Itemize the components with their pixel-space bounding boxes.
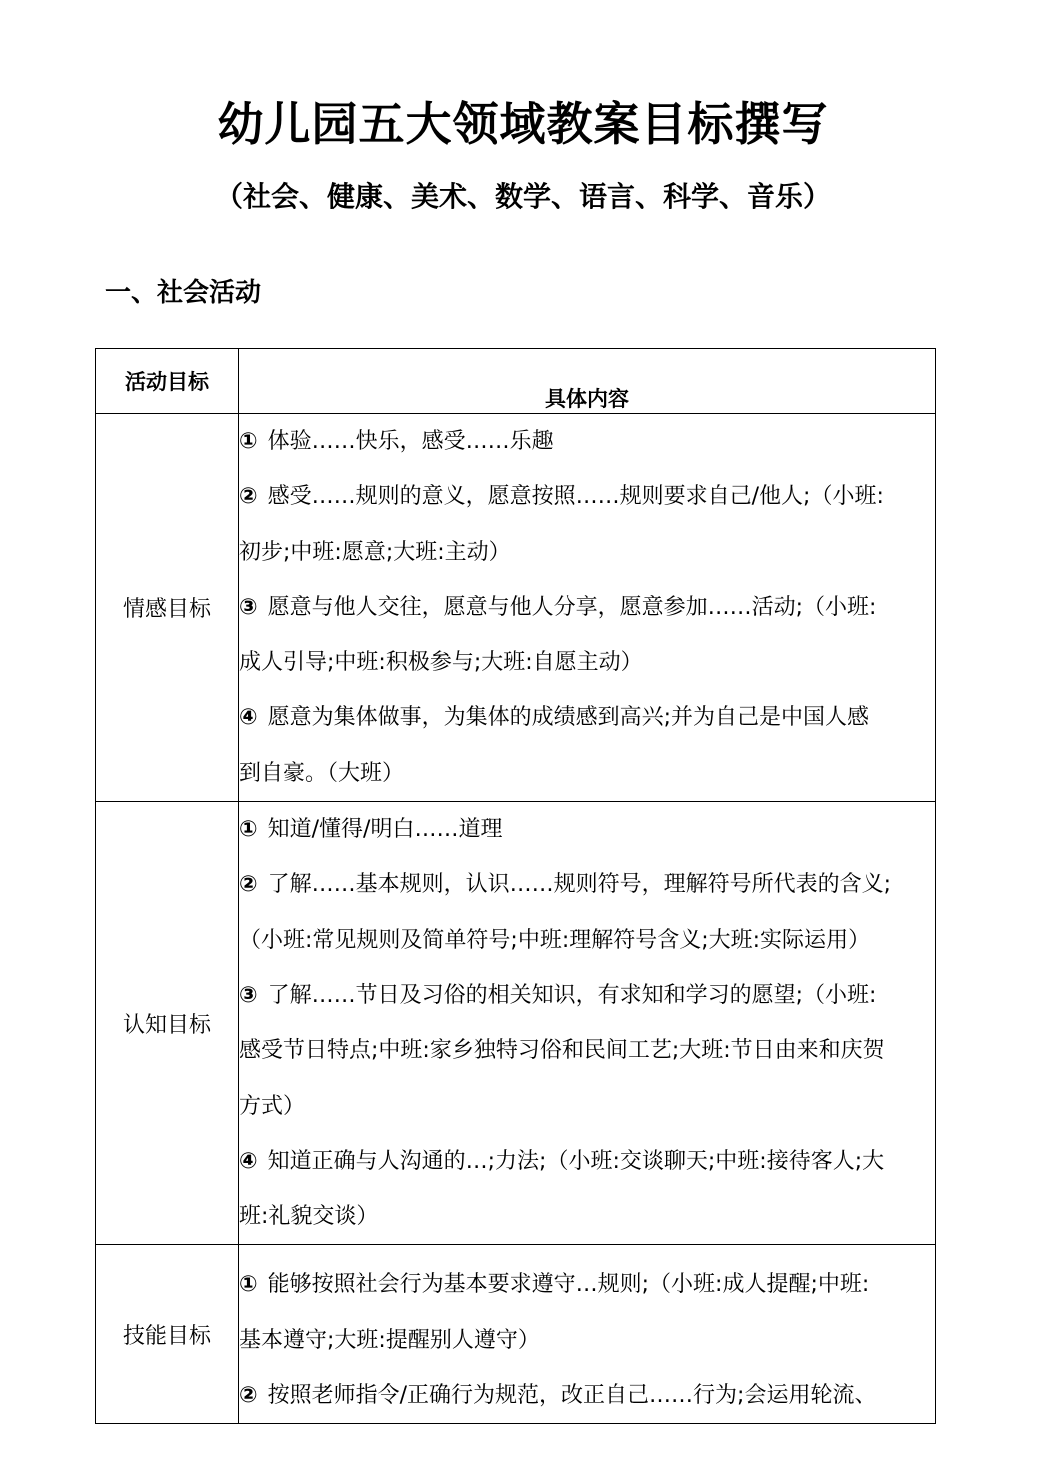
item-number: ①	[239, 1272, 258, 1298]
goals-table	[95, 348, 936, 1424]
item-number: ③	[239, 594, 258, 620]
content-line	[239, 746, 935, 801]
item-text: 初步;中班:愿意;大班:主动）	[239, 539, 511, 565]
content-line	[239, 469, 935, 524]
item-text: 知道/懂得/明白……道理	[267, 817, 503, 843]
content-line	[239, 580, 935, 635]
content-line	[239, 857, 935, 912]
content-line	[239, 968, 935, 1023]
item-text: 感受……规则的意义，愿意按照……规则要求自己/他人;（小班:	[267, 484, 884, 510]
content-line	[239, 690, 935, 745]
category-cell: 认知目标	[96, 802, 239, 1245]
item-number: ①	[239, 817, 258, 843]
item-number: ④	[239, 705, 258, 731]
item-number: ②	[239, 872, 258, 898]
content-line	[239, 635, 935, 690]
content-line	[239, 1189, 935, 1244]
item-text: 基本遵守;大班:提醒别人遵守）	[239, 1327, 540, 1353]
content-line	[239, 802, 935, 857]
item-text: 体验……快乐，感受……乐趣	[267, 429, 554, 454]
item-text: 知道正确与人沟通的…;力法;（小班:交谈聊天;中班:接待客人;大	[267, 1148, 885, 1174]
content-cell	[239, 802, 936, 1245]
item-number: ②	[239, 484, 258, 510]
item-number: ③	[239, 982, 258, 1008]
item-text: 按照老师指令/正确行为规范，改正自己……行为;会运用轮流、	[267, 1383, 877, 1409]
table-row	[96, 1245, 936, 1424]
table-header-row	[96, 349, 936, 414]
document-subtitle: （社会、健康、美术、数学、语言、科学、音乐）	[214, 180, 831, 213]
item-text: 成人引导;中班:积极参与;大班:自愿主动）	[239, 650, 643, 676]
item-text: 班:礼貌交谈）	[239, 1204, 379, 1230]
section-heading: 一、社会活动	[105, 278, 262, 308]
content-line	[239, 525, 935, 580]
item-text: 方式）	[239, 1093, 306, 1119]
table-row	[96, 802, 936, 1245]
content-line	[239, 1079, 935, 1134]
header-activity-goal: 活动目标	[96, 349, 239, 414]
item-text: 愿意为集体做事，为集体的成绩感到高兴;并为自己是中国人感	[267, 705, 870, 731]
content-line	[239, 913, 935, 968]
header-specific-content: 具体内容	[239, 349, 936, 414]
item-text: 能够按照社会行为基本要求遵守…规则;（小班:成人提醒;中班:	[267, 1272, 870, 1298]
content-line	[239, 414, 935, 469]
item-text: 感受节日特点;中班:家乡独特习俗和民间工艺;大班:节日由来和庆贺	[239, 1038, 885, 1064]
item-text: 了解……节日及习俗的相关知识，有求知和学习的愿望;（小班:	[267, 982, 877, 1008]
category-cell: 技能目标	[96, 1245, 239, 1424]
content-line	[239, 1023, 935, 1078]
document-title: 幼儿园五大领域教案目标撰写	[217, 97, 829, 151]
content-cell	[239, 414, 936, 802]
content-cell	[239, 1245, 936, 1424]
content-line	[239, 1134, 935, 1189]
item-text: （小班:常见规则及简单符号;中班:理解符号含义;大班:实际运用）	[239, 927, 871, 953]
item-number: ②	[239, 1383, 258, 1409]
item-text: 了解……基本规则，认识……规则符号，理解符号所代表的含义;	[267, 872, 892, 898]
item-text: 愿意与他人交往，愿意与他人分享，愿意参加……活动;（小班:	[267, 594, 877, 620]
content-line	[239, 1313, 935, 1368]
item-text: 到自豪。（大班）	[239, 760, 405, 786]
category-cell: 情感目标	[96, 414, 239, 802]
content-line	[239, 1257, 935, 1312]
table-row	[96, 414, 936, 802]
item-number: ④	[239, 1148, 258, 1174]
item-number: ①	[239, 429, 258, 454]
content-line	[239, 1368, 935, 1423]
